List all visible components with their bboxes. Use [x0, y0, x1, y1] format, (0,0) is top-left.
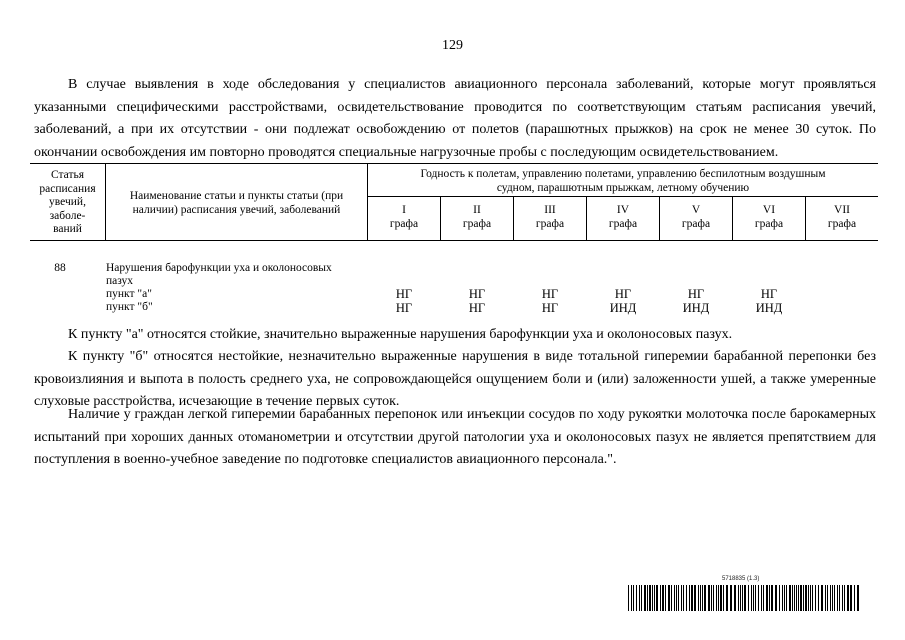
barcode-bar [676, 585, 677, 611]
name-column-header: Наименование статьи и пункты статьи (при наличии) расписания увечий, заболеваний [129, 190, 344, 216]
barcode-bar [723, 585, 724, 611]
barcode-bar [652, 585, 653, 611]
barcode-bar [789, 585, 791, 611]
table-cell: НГ [687, 287, 705, 301]
barcode-bar [662, 585, 664, 611]
barcode-bar [644, 585, 646, 611]
barcode-bar [702, 585, 703, 611]
barcode-bar [678, 585, 679, 611]
barcode-bar [761, 585, 762, 611]
barcode-bar [716, 585, 717, 611]
barcode-bar [812, 585, 813, 611]
barcode-bar [842, 585, 843, 611]
barcode-bar [837, 585, 838, 611]
graph-column-header-5: V графа [681, 204, 711, 230]
barcode-bar [808, 585, 809, 611]
table-cell: НГ [395, 287, 413, 301]
barcode-bar [720, 585, 722, 611]
barcode-bar [796, 585, 797, 611]
barcode-bar [847, 585, 849, 611]
group-header-divider [367, 196, 878, 197]
barcode-bar [766, 585, 768, 611]
barcode-bar [798, 585, 799, 611]
closing-paragraph: Наличие у граждан легкой гиперемии барабанных перепонок или инъекции сосудов по ходу рукоятки молоточка после барокамерных испытаний при хороших данных отоманометрии и отсутствии другой патологии уха и околоносовых пазух не является препятствием для поступления в военно-учебное заведение по подготовке специалистов авиационного персонала.". [34, 407, 876, 467]
table-cell: НГ [395, 301, 413, 315]
barcode-bar [742, 585, 743, 611]
barcode-bar [839, 585, 840, 611]
table-cell: НГ [760, 287, 778, 301]
barcode-bar [818, 585, 819, 611]
table-cell: НГ [541, 287, 559, 301]
graph-column-header-4: IV графа [608, 204, 638, 230]
graph-column-header-3: III графа [535, 204, 565, 230]
barcode-bar [694, 585, 696, 611]
barcode-bar [844, 585, 845, 611]
barcode-bar [656, 585, 658, 611]
barcode-bar [700, 585, 701, 611]
document-barcode [628, 576, 860, 612]
barcode-bar [832, 585, 833, 611]
barcode-bar [631, 585, 632, 611]
barcode-bar [753, 585, 754, 611]
barcode-bar [660, 585, 661, 611]
barcode-bar [825, 585, 826, 611]
table-cell: НГ [541, 301, 559, 315]
barcode-bar [857, 585, 859, 611]
graph-column-header-7: VII графа [827, 204, 857, 230]
barcode-bar [792, 585, 793, 611]
barcode-bar [730, 585, 732, 611]
barcode-bar [821, 585, 823, 611]
barcode-bar [681, 585, 682, 611]
barcode-bar [704, 585, 706, 611]
barcode-bar [758, 585, 759, 611]
barcode-bar [641, 585, 642, 611]
table-cell: НГ [468, 287, 486, 301]
table-cell: ИНД [682, 301, 710, 315]
barcode-bar [654, 585, 655, 611]
table-cell: ИНД [609, 301, 637, 315]
barcode-bar [771, 585, 773, 611]
table-top-border [30, 163, 878, 164]
table-cell: ИНД [755, 301, 783, 315]
barcode-icon [628, 585, 860, 611]
barcode-bar [647, 585, 648, 611]
barcode-bar [713, 585, 714, 611]
barcode-bar [665, 585, 666, 611]
barcode-bar [628, 585, 629, 611]
table-cell: НГ [468, 301, 486, 315]
barcode-bar [763, 585, 764, 611]
barcode-bar [810, 585, 811, 611]
barcode-bar [794, 585, 795, 611]
barcode-bar [734, 585, 736, 611]
barcode-bar [827, 585, 828, 611]
barcode-bar [683, 585, 684, 611]
article-title: Нарушения барофункции уха и околоносовых пазух [106, 262, 332, 287]
barcode-bar [689, 585, 690, 611]
barcode-number: 5718835 (1.3) [722, 576, 760, 582]
barcode-bar [830, 585, 831, 611]
header-bottom-border [30, 240, 878, 241]
barcode-bar [668, 585, 670, 611]
barcode-bar [775, 585, 777, 611]
barcode-bar [744, 585, 746, 611]
barcode-bar [854, 585, 855, 611]
graph-column-header-2: II графа [462, 204, 492, 230]
article-number: 88 [54, 262, 66, 274]
barcode-bar [674, 585, 675, 611]
barcode-bar [755, 585, 756, 611]
barcode-bar [748, 585, 749, 611]
graph-column-header-6: VI графа [754, 204, 784, 230]
barcode-bar [784, 585, 785, 611]
barcode-bar [815, 585, 816, 611]
barcode-bar [751, 585, 752, 611]
barcode-bar [686, 585, 687, 611]
note-item-b: К пункту "б" относятся нестойкие, незначительно выраженные нарушения в виде тотальной гиперемии барабанной перепонки без кровоизлияния и выпота в полость среднего уха, не сопровождающейся ощущением боли и (или) заложенности ушей, а также умеренные слуховые расстройства, исчезающие в течение первых суток. [34, 349, 876, 409]
graph-column-header-1: I графа [389, 204, 419, 230]
item-a-label: пункт "а" [106, 288, 152, 300]
barcode-bar [782, 585, 783, 611]
barcode-bar [803, 585, 804, 611]
page-number: 129 [442, 38, 463, 53]
article-column-header: Статья расписания увечий, заболе- ваний [39, 169, 96, 235]
barcode-bar [639, 585, 640, 611]
intro-paragraph: В случае выявления в ходе обследования у специалистов авиационного персонала заболеваний, которые могут проявляться указанными специфическими расстройствами, освидетельствование проводится по соответствующим статьям расписания увечий, заболеваний, а при их отсутствии - они подлежат освобождению от полетов (парашютных прыжков) на срок не менее 30 суток. По окончании освобождения им повторно проводятся специальные нагрузочные пробы с последующим освидетельствованием. [34, 77, 876, 160]
barcode-bar [740, 585, 741, 611]
barcode-bar [711, 585, 712, 611]
barcode-bar [779, 585, 780, 611]
barcode-bar [769, 585, 770, 611]
fitness-group-header: Годность к полетам, управлению полетами, управлению беспилотным воздушным судном, парашютным прыжкам, летному обучению [420, 168, 826, 194]
barcode-bar [708, 585, 710, 611]
note-item-a: К пункту "а" относятся стойкие, значительно выраженные нарушения барофункции уха и околоносовых пазух. [68, 327, 733, 342]
barcode-bar [726, 585, 728, 611]
barcode-bar [738, 585, 739, 611]
barcode-bar [698, 585, 699, 611]
item-b-label: пункт "б" [106, 301, 153, 313]
barcode-bar [649, 585, 651, 611]
barcode-bar [671, 585, 672, 611]
barcode-bar [636, 585, 637, 611]
barcode-bar [805, 585, 807, 611]
barcode-bar [786, 585, 787, 611]
barcode-bar [718, 585, 719, 611]
barcode-bar [850, 585, 852, 611]
barcode-bar [691, 585, 693, 611]
barcode-bar [834, 585, 835, 611]
barcode-bar [800, 585, 802, 611]
table-cell: НГ [614, 287, 632, 301]
barcode-bar [633, 585, 634, 611]
